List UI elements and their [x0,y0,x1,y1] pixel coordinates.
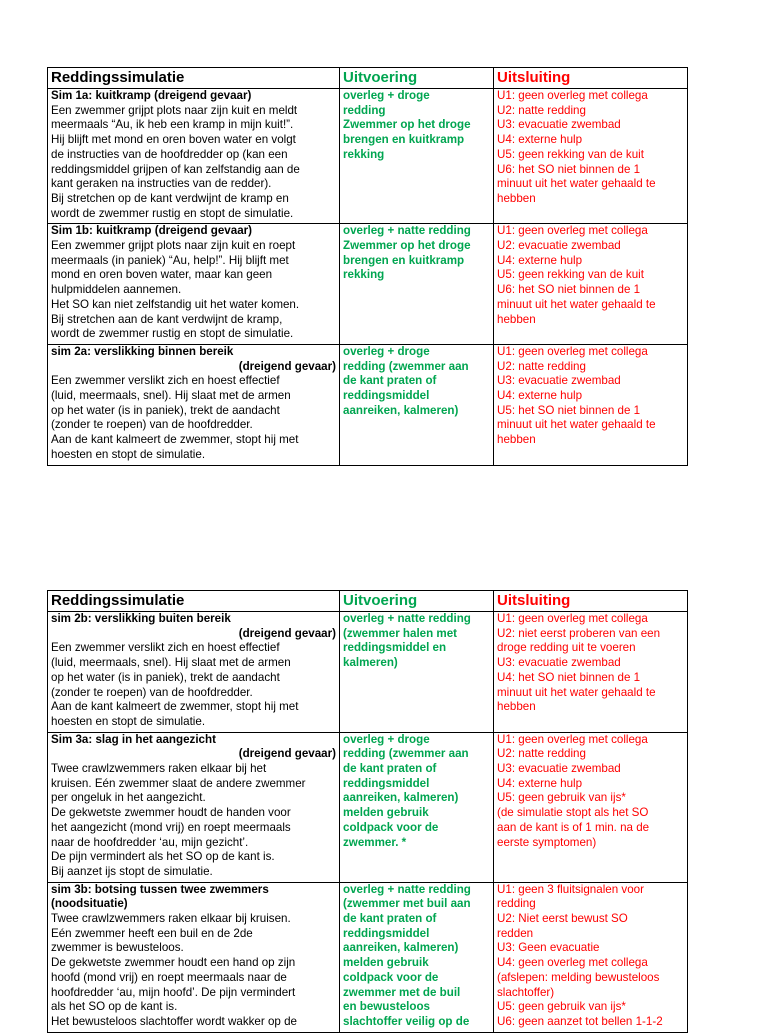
description-line: Twee crawlzwemmers raken elkaar bij kruisen. [51,912,291,926]
header-uitsluiting: Uitsluiting [494,68,688,89]
execution-cell [340,612,494,733]
table-row [48,732,688,882]
execution-line: (zwemmer met buil aan [343,897,471,911]
execution-line: reddingsmiddel [343,389,430,403]
simulation-title-level: (noodsituatie) [51,897,128,911]
execution-line: overleg + droge [343,89,430,102]
exclusion-line: hebben [497,191,536,205]
simulation-title: sim 2b: verslikking buiten bereik [51,612,231,625]
simulation-title: Sim 3a: slag in het aangezicht [51,732,216,746]
exclusion-line: U4: externe hulp [497,776,583,790]
description-line: reddingsmiddel grijpen of kan zelfstandig aan de [51,162,300,176]
execution-line: de kant praten of [343,374,437,388]
description-line: Een zwemmer grijpt plots naar zijn kuit en meldt [51,103,298,117]
execution-line: overleg + natte redding [343,224,471,238]
table-row [48,224,688,345]
execution-line: reddingsmiddel [343,926,430,940]
execution-line: redding (zwemmer aan [343,747,469,761]
exclusion-line: slachtoffer) [497,985,555,999]
execution-line: aanreiken, kalmeren) [343,941,459,955]
exclusion-line: U2: natte redding [497,359,586,373]
description-line: hoesten en stopt de simulatie. [51,447,206,461]
exclusion-cell [494,882,688,1032]
exclusion-line: U2: evacuatie zwembad [497,239,621,253]
execution-line: melden gebruik [343,956,429,970]
exclusion-line: redden [497,926,534,940]
description-line: De pijn vermindert als het SO op de kant is. [51,850,275,864]
exclusion-line: U3: evacuatie zwembad [497,656,621,670]
simulation-description [48,882,340,1032]
simulation-danger-level: (dreigend gevaar) [238,747,336,761]
exclusion-line: U5: geen gebruik van ijs* [497,791,626,805]
exclusion-line: hebben [497,312,536,326]
simulation-description [48,224,340,345]
simulation-description [48,732,340,882]
exclusion-line: U1: geen overleg met collega [497,344,648,358]
simulation-danger-level: (dreigend gevaar) [238,626,336,640]
description-line: Een zwemmer verslikt zich en hoest effectief [51,641,280,655]
exclusion-line: U4: externe hulp [497,133,583,147]
description-line: hoofd (mond vrij) en roept meermaals naar de [51,970,287,984]
exclusion-line: U6: het SO niet binnen de 1 [497,162,641,176]
simulation-table-2 [47,590,688,1033]
exclusion-line: redding [497,897,536,911]
header-reddingssimulatie: Reddingssimulatie [48,68,340,89]
exclusion-line: U5: geen rekking van de kuit [497,147,644,161]
header-uitsluiting: Uitsluiting [494,591,688,612]
exclusion-line: U3: evacuatie zwembad [497,762,621,776]
exclusion-line: U3: evacuatie zwembad [497,118,621,132]
execution-line: coldpack voor de [343,820,439,834]
simulation-description [48,89,340,224]
execution-cell [340,882,494,1032]
execution-line: rekking [343,268,385,282]
simulation-title: sim 3b: botsing tussen twee zwemmers [51,882,269,896]
description-line: Twee crawlzwemmers raken elkaar bij het [51,762,267,776]
description-line: Hij blijft met mond en oren boven water en volgt [51,133,296,147]
exclusion-line: droge redding uit te voeren [497,641,636,655]
exclusion-line: U2: natte redding [497,103,586,117]
simulation-danger-level: (dreigend gevaar) [238,359,336,373]
simulation-description [48,612,340,733]
description-line: Het SO kan niet zelfstandig uit het water komen. [51,297,300,311]
exclusion-line: eerste symptomen) [497,835,597,849]
header-uitvoering: Uitvoering [340,68,494,89]
description-line: op het water (is in paniek), trekt de aandacht [51,670,280,684]
table-header-row [48,591,688,612]
header-uitvoering: Uitvoering [340,591,494,612]
header-reddingssimulatie: Reddingssimulatie [48,591,340,612]
table-row [48,882,688,1032]
exclusion-line: U5: geen rekking van de kuit [497,268,644,282]
description-line: De gekwetste zwemmer houdt de handen voor [51,806,291,820]
execution-line: en bewusteloos [343,1000,430,1014]
execution-line: Zwemmer op het droge [343,118,471,132]
execution-line: de kant praten of [343,762,437,776]
execution-line: rekking [343,147,385,161]
exclusion-line: hebben [497,433,536,447]
exclusion-line: U2: natte redding [497,747,586,761]
table-body [48,612,688,1033]
exclusion-line: U4: externe hulp [497,253,583,267]
description-line: naar de hoofdredder ‘au, mijn gezicht’. [51,835,249,849]
exclusion-line: minuut uit het water gehaald te [497,685,656,699]
description-line: hulpmiddelen aannemen. [51,283,182,297]
description-line: mond en oren boven water, maar kan geen [51,268,273,282]
exclusion-line: minuut uit het water gehaald te [497,177,656,191]
execution-line: coldpack voor de [343,970,439,984]
simulation-description [48,344,340,465]
execution-line: overleg + droge [343,732,430,746]
exclusion-line: U6: het SO niet binnen de 1 [497,283,641,297]
exclusion-line: minuut uit het water gehaald te [497,297,656,311]
exclusion-line: U5: geen gebruik van ijs* [497,1000,626,1014]
exclusion-cell [494,89,688,224]
table-header-row [48,68,688,89]
exclusion-cell [494,224,688,345]
execution-cell [340,732,494,882]
exclusion-line: minuut uit het water gehaald te [497,418,656,432]
description-line: kant geraken na instructies van de redder). [51,177,272,191]
execution-line: slachtoffer veilig op de [343,1014,470,1028]
execution-line: (zwemmer halen met [343,626,458,640]
description-line: per ongeluk in het aangezicht. [51,791,206,805]
execution-line: de kant praten of [343,912,437,926]
execution-line: Zwemmer op het droge [343,239,471,253]
exclusion-line: U1: geen 3 fluitsignalen voor [497,882,644,896]
execution-line: zwemmer. * [343,835,407,849]
description-line: hoofdredder ‘au, mijn hoofd’. De pijn vermindert [51,985,296,999]
exclusion-line: U1: geen overleg met collega [497,224,648,238]
exclusion-line: U2: Niet eerst bewust SO [497,912,628,926]
exclusion-line: aan de kant is of 1 min. na de [497,820,650,834]
description-line: wordt de zwemmer rustig en stopt de simulatie. [51,327,294,341]
description-line: meermaals “Au, ik heb een kramp in mijn kuit!”. [51,118,294,132]
description-line: kruisen. Eén zwemmer slaat de andere zwemmer [51,776,306,790]
description-line: Het bewusteloos slachtoffer wordt wakker op de [51,1014,297,1028]
execution-line: zwemmer met de buil [343,985,461,999]
table-row [48,344,688,465]
execution-line: redding (zwemmer aan [343,359,469,373]
exclusion-line: (de simulatie stopt als het SO [497,806,649,820]
exclusion-cell [494,344,688,465]
description-line: Aan de kant kalmeert de zwemmer, stopt hij met [51,433,299,447]
description-line: Bij aanzet ijs stopt de simulatie. [51,864,213,878]
exclusion-line: U3: evacuatie zwembad [497,374,621,388]
description-line: Bij stretchen op de kant verdwijnt de kramp en [51,191,289,205]
description-line: wordt de zwemmer rustig en stopt de simulatie. [51,206,294,220]
execution-cell [340,89,494,224]
execution-line: brengen en kuitkramp [343,253,465,267]
description-line: op het water (is in paniek), trekt de aandacht [51,403,280,417]
exclusion-line: U2: niet eerst proberen van een [497,626,661,640]
description-line: de instructies van de hoofdredder op (kan een [51,147,288,161]
exclusion-cell [494,732,688,882]
description-line: hoesten en stopt de simulatie. [51,714,206,728]
exclusion-line: (afslepen: melding bewusteloos [497,970,660,984]
description-line: Bij stretchen aan de kant verdwijnt de kramp, [51,312,283,326]
simulation-title: Sim 1b: kuitkramp (dreigend gevaar) [51,224,253,238]
description-line: als het SO op de kant is. [51,1000,178,1014]
execution-line: overleg + droge [343,344,430,358]
table-body [48,89,688,466]
execution-cell [340,224,494,345]
execution-line: melden gebruik [343,806,429,820]
table-row [48,89,688,224]
description-line: Aan de kant kalmeert de zwemmer, stopt hij met [51,700,299,714]
simulation-title: sim 2a: verslikking binnen bereik [51,344,234,358]
exclusion-line: U6: geen aanzet tot bellen 1-1-2 [497,1014,663,1028]
exclusion-line: U3: Geen evacuatie [497,941,600,955]
execution-line: overleg + natte redding [343,882,471,896]
exclusion-line: U1: geen overleg met collega [497,89,648,102]
exclusion-line: U4: geen overleg met collega [497,956,648,970]
description-line: het aangezicht (mond vrij) en roept meermaals [51,820,291,834]
description-line: Eén zwemmer heeft een buil en de 2de [51,926,253,940]
execution-line: reddingsmiddel en [343,641,447,655]
description-line: (luid, meermaals, snel). Hij slaat met de armen [51,389,291,403]
execution-line: kalmeren) [343,656,398,670]
exclusion-line: hebben [497,700,536,714]
simulation-table-1 [47,67,688,466]
exclusion-line: U4: externe hulp [497,389,583,403]
description-line: Een zwemmer grijpt plots naar zijn kuit en roept [51,239,296,253]
execution-line: brengen en kuitkramp [343,133,465,147]
exclusion-line: U4: het SO niet binnen de 1 [497,670,641,684]
simulation-title: Sim 1a: kuitkramp (dreigend gevaar) [51,89,252,102]
execution-line: reddingsmiddel [343,776,430,790]
exclusion-cell [494,612,688,733]
description-line: meermaals (in paniek) “Au, help!”. Hij blijft met [51,253,289,267]
execution-cell [340,344,494,465]
description-line: (zonder te roepen) van de hoofdredder. [51,418,253,432]
description-line: zwemmer is bewusteloos. [51,941,184,955]
description-line: (luid, meermaals, snel). Hij slaat met de armen [51,656,291,670]
description-line: Een zwemmer verslikt zich en hoest effectief [51,374,280,388]
execution-line: overleg + natte redding [343,612,471,625]
description-line: De gekwetste zwemmer houdt een hand op zijn [51,956,296,970]
exclusion-line: U1: geen overleg met collega [497,732,648,746]
table-row [48,612,688,733]
execution-line: redding [343,103,386,117]
execution-line: aanreiken, kalmeren) [343,403,459,417]
description-line: (zonder te roepen) van de hoofdredder. [51,685,253,699]
exclusion-line: U5: het SO niet binnen de 1 [497,403,641,417]
exclusion-line: U1: geen overleg met collega [497,612,648,625]
execution-line: aanreiken, kalmeren) [343,791,459,805]
